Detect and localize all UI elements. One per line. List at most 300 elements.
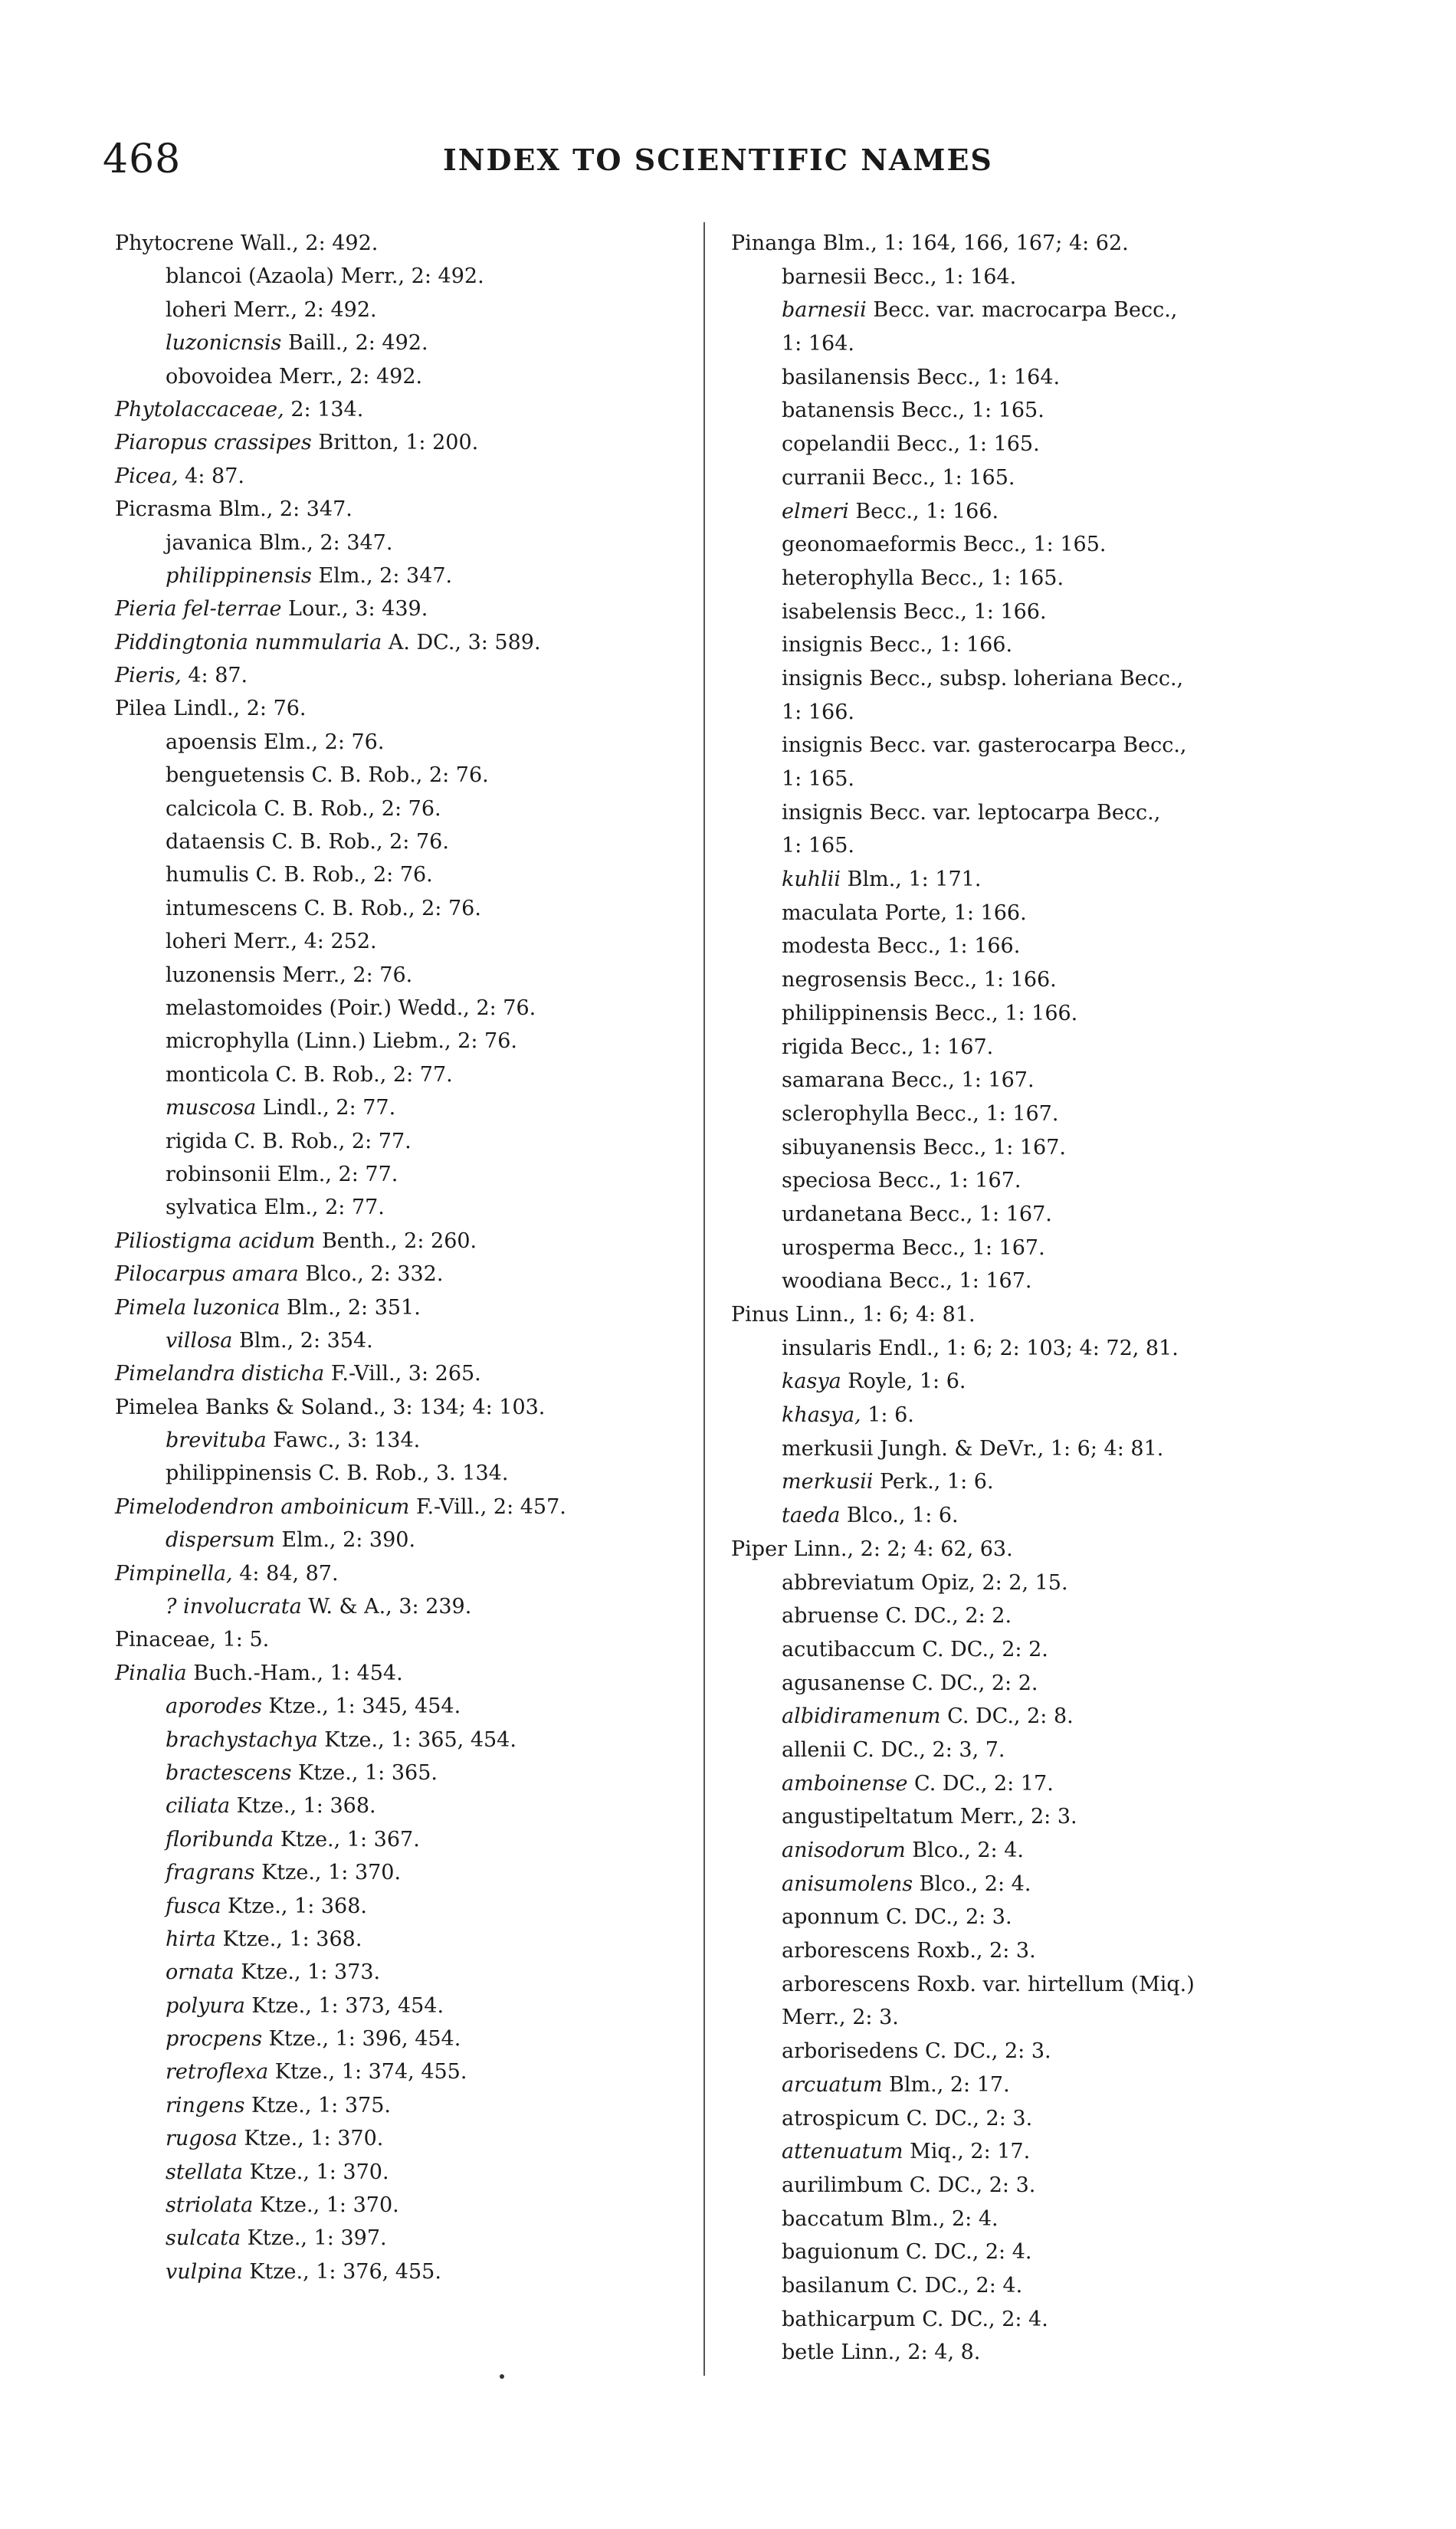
entry-name: sulcata	[166, 2226, 241, 2251]
entry-name: Pimelea	[115, 1395, 199, 1419]
index-species-entry	[731, 495, 1344, 529]
entry-reference: Roxb. var. hirtellum (Miq.)	[910, 1972, 1195, 1996]
entry-reference: Blm., 1: 164, 166, 167; 4: 62.	[816, 231, 1129, 255]
entry-reference: C. DC., 2: 2.	[915, 1637, 1048, 1661]
entry-name: angustipeltatum	[782, 1805, 954, 1829]
index-species-entry	[731, 897, 1344, 930]
entry-name: barnesii	[782, 298, 867, 323]
index-species-entry	[731, 1734, 1344, 1767]
index-species-entry	[115, 992, 682, 1025]
index-species-entry	[731, 1232, 1344, 1265]
index-species-entry	[731, 963, 1344, 997]
entry-name: speciosa	[782, 1169, 872, 1193]
entry-reference: C. B. Rob., 2: 76.	[257, 796, 441, 821]
index-species-entry	[731, 1667, 1344, 1701]
entry-name: ? involucrata	[166, 1595, 302, 1619]
entry-reference: C. B. Rob., 2: 76.	[304, 763, 489, 788]
page-header	[103, 136, 1022, 182]
entry-reference: Becc., 1: 167.	[916, 1135, 1066, 1160]
index-species-entry	[731, 2169, 1344, 2203]
index-species-entry	[731, 528, 1344, 562]
entry-reference: Becc. var. leptocarpa Becc.,	[862, 800, 1161, 825]
index-species-entry	[115, 726, 682, 759]
entry-reference: Ktze., 1: 367.	[274, 1827, 420, 1852]
entry-name: basilanensis	[782, 365, 910, 389]
index-species-entry	[731, 461, 1344, 495]
entry-reference: Becc., 1: 165.	[890, 432, 1040, 457]
index-species-entry	[731, 997, 1344, 1031]
index-species-entry	[115, 1823, 682, 1856]
entry-name: atrospicum	[782, 2106, 900, 2130]
entry-name: procpens	[166, 2027, 263, 2052]
entry-reference: Becc., 1: 166.	[927, 1001, 1078, 1025]
index-continuation-line	[731, 763, 1344, 796]
entry-name: vulpina	[166, 2259, 243, 2284]
entry-reference: Becc., 1: 167.	[882, 1269, 1032, 1294]
entry-reference: Ktze., 1: 373, 454.	[244, 1993, 444, 2018]
index-species-entry	[731, 294, 1344, 327]
entry-name: humulis	[166, 863, 249, 887]
entry-name: sclerophylla	[782, 1101, 910, 1126]
entry-reference: Ktze., 1: 368.	[230, 1794, 376, 1819]
entry-reference: Elm., 2: 76.	[257, 730, 385, 754]
entry-reference: 1: 164.	[782, 332, 854, 356]
entry-reference: Ktze., 1: 397.	[241, 2226, 387, 2251]
index-genus-entry	[115, 1291, 682, 1324]
index-species-entry	[115, 360, 682, 393]
entry-reference: Jungh. & DeVr., 1: 6; 4: 81.	[873, 1436, 1164, 1461]
index-species-entry	[731, 1465, 1344, 1499]
index-species-entry	[731, 1131, 1344, 1165]
entry-name: elmeri	[782, 499, 849, 523]
entry-name: arborescens	[782, 1972, 910, 1996]
entry-name: hirta	[166, 1927, 216, 1951]
entry-name: Pilea	[115, 697, 167, 721]
entry-reference: Ktze., 1: 373.	[234, 1960, 381, 1985]
entry-reference: Endl., 1: 6; 2: 103; 4: 72, 81.	[871, 1336, 1179, 1360]
entry-name: philippinensis	[166, 1461, 312, 1486]
entry-reference: Britton, 1: 200.	[311, 431, 479, 455]
index-species-entry	[115, 526, 682, 559]
entry-reference: C. B. Rob., 2: 77.	[268, 1062, 453, 1087]
page-dot-mark	[500, 2374, 504, 2379]
entry-name: betle	[782, 2340, 835, 2365]
index-species-entry	[731, 1264, 1344, 1298]
entry-name: floribunda	[166, 1827, 274, 1852]
index-species-entry	[731, 729, 1344, 763]
index-species-entry	[731, 930, 1344, 963]
entry-reference: Royle, 1: 6.	[841, 1369, 966, 1394]
index-genus-entry	[115, 1623, 682, 1656]
entry-reference: Becc., 1: 165.	[894, 399, 1044, 423]
entry-name: Pinus	[731, 1303, 789, 1327]
entry-name: Piliostigma acidum	[115, 1228, 316, 1253]
entry-reference: F.-Vill., 2: 457.	[409, 1494, 566, 1519]
entry-reference: Blm., 2: 351.	[280, 1295, 421, 1320]
entry-name: rugosa	[166, 2127, 238, 2151]
entry-reference: C. DC., 2: 4.	[890, 2273, 1023, 2298]
index-species-entry	[731, 1399, 1344, 1432]
entry-name: kasya	[782, 1369, 841, 1394]
entry-reference: Becc., 1: 166.	[870, 934, 1021, 959]
entry-name: blancoi	[166, 264, 242, 289]
index-species-entry	[115, 1724, 682, 1757]
index-species-entry	[115, 1757, 682, 1789]
entry-reference: Porte, 1: 166.	[877, 900, 1027, 925]
entry-name: amboinense	[782, 1771, 908, 1796]
entry-name: intumescens	[166, 896, 298, 920]
index-species-entry	[115, 1989, 682, 2022]
entry-reference: Miq., 2: 17.	[903, 2140, 1031, 2164]
entry-name: aporodes	[166, 1694, 262, 1719]
entry-name: loheri	[166, 930, 227, 954]
entry-reference: Linn., 2: 4, 8.	[834, 2340, 981, 2365]
entry-name: Pimpinella,	[115, 1561, 233, 1586]
entry-reference: C. B. Rob., 2: 76.	[297, 896, 481, 920]
entry-name: kuhlii	[782, 868, 841, 892]
index-species-entry	[731, 1901, 1344, 1934]
entry-name: stellata	[166, 2160, 243, 2184]
index-genus-entry	[115, 1657, 682, 1690]
entry-name: Phytocrene	[115, 231, 234, 255]
index-genus-entry	[115, 626, 682, 659]
index-species-entry	[115, 925, 682, 958]
index-species-entry	[115, 1590, 682, 1623]
entry-reference: Becc., 1: 165.	[913, 566, 1064, 590]
index-species-entry	[731, 1767, 1344, 1801]
index-species-entry	[731, 1365, 1344, 1399]
entry-reference: Merr., 4: 252.	[226, 930, 377, 954]
entry-reference: Merr., 2: 3.	[782, 2006, 899, 2030]
entry-reference: 1: 5.	[216, 1628, 270, 1652]
entry-reference: 1: 165.	[782, 834, 854, 858]
index-genus-entry	[115, 460, 682, 493]
entry-reference: Becc., 1: 166.	[897, 599, 1047, 624]
entry-reference: Merr., 2: 492.	[226, 297, 377, 322]
entry-reference: Blco., 2: 332.	[298, 1262, 444, 1287]
entry-name: Piaropus crassipes	[115, 431, 312, 455]
entry-name: abbreviatum	[782, 1570, 915, 1595]
entry-reference: 1: 165.	[782, 767, 854, 791]
entry-reference: C. DC., 2: 17.	[907, 1771, 1054, 1796]
index-species-entry	[731, 2336, 1344, 2370]
entry-reference: Blm., 2: 4.	[884, 2206, 999, 2231]
index-species-entry	[731, 562, 1344, 595]
entry-reference: Becc., 1: 166.	[848, 499, 999, 523]
index-genus-entry	[115, 659, 682, 692]
entry-reference: Becc., 1: 167.	[895, 1235, 1045, 1260]
entry-reference: C. B. Rob., 2: 77.	[227, 1129, 412, 1153]
entry-name: negrosensis	[782, 968, 907, 992]
index-species-entry	[731, 1934, 1344, 1968]
entry-reference: Merr., 2: 492.	[272, 364, 423, 389]
entry-name: insignis	[782, 800, 863, 825]
index-genus-entry	[731, 1533, 1344, 1566]
index-species-entry	[115, 2156, 682, 2189]
entry-reference: C. B. Rob., 2: 76.	[248, 863, 433, 887]
index-genus-entry	[115, 692, 682, 725]
index-continuation-line	[731, 829, 1344, 863]
index-species-entry	[115, 1690, 682, 1723]
entry-reference: C. DC., 2: 2.	[905, 1671, 1038, 1695]
index-species-entry	[731, 1432, 1344, 1466]
entry-reference: Opiz, 2: 2, 15.	[914, 1570, 1068, 1595]
entry-name: dispersum	[166, 1528, 275, 1553]
entry-reference: Linn., 1: 6; 4: 81.	[789, 1303, 976, 1327]
index-species-entry	[731, 1097, 1344, 1131]
index-species-entry	[731, 1800, 1344, 1834]
entry-name: batanensis	[782, 399, 895, 423]
entry-reference: Becc., 1: 167.	[902, 1202, 1052, 1226]
entry-reference: Perk., 1: 6.	[873, 1470, 994, 1494]
index-species-entry	[731, 2235, 1344, 2269]
page-number: 468	[103, 136, 182, 182]
entry-name: ringens	[166, 2093, 245, 2117]
entry-reference: Ktze., 1: 368.	[215, 1927, 362, 1951]
entry-name: heterophylla	[782, 566, 914, 590]
index-continuation-line	[731, 2001, 1344, 2035]
entry-reference: Becc., subsp. loheriana Becc.,	[862, 666, 1184, 690]
entry-name: ornata	[166, 1960, 234, 1985]
entry-name: bathicarpum	[782, 2307, 916, 2331]
entry-reference: Ktze., 1: 376, 455.	[242, 2259, 441, 2284]
index-species-entry	[115, 1158, 682, 1191]
index-continuation-line	[731, 696, 1344, 730]
entry-name: basilanum	[782, 2273, 890, 2298]
index-species-entry	[115, 2089, 682, 2122]
index-species-entry	[731, 1499, 1344, 1533]
index-species-entry	[115, 559, 682, 592]
entry-name: copelandii	[782, 432, 890, 457]
entry-name: Piper	[731, 1537, 787, 1561]
index-species-entry	[731, 1633, 1344, 1667]
entry-name: sylvatica	[166, 1196, 257, 1220]
index-column-left	[115, 227, 682, 2288]
entry-name: brachystachya	[166, 1727, 318, 1752]
entry-reference: Ktze., 1: 375.	[244, 2093, 391, 2117]
entry-name: obovoidea	[166, 364, 273, 389]
entry-reference: C. DC., 2: 3, 7.	[846, 1737, 1005, 1762]
entry-name: Pinanga	[731, 231, 817, 255]
index-species-entry	[731, 1566, 1344, 1600]
index-species-entry	[115, 1424, 682, 1457]
entry-name: modesta	[782, 934, 871, 959]
entry-reference: Ktze., 1: 374, 455.	[268, 2060, 467, 2085]
index-species-entry	[115, 759, 682, 792]
index-species-entry	[115, 858, 682, 891]
entry-name: woodiana	[782, 1269, 883, 1294]
entry-name: rigida	[782, 1035, 844, 1059]
entry-reference: Blm., 2: 17.	[882, 2072, 1010, 2097]
entry-reference: Becc. var. gasterocarpa Becc.,	[862, 733, 1187, 758]
index-species-entry	[115, 2255, 682, 2288]
index-species-entry	[115, 825, 682, 858]
index-genus-entry	[115, 1491, 682, 1524]
entry-reference: 4: 87.	[181, 664, 248, 688]
index-species-entry	[115, 1324, 682, 1357]
entry-name: anisumolens	[782, 1871, 913, 1896]
entry-reference: 4: 87.	[178, 464, 244, 488]
index-species-entry	[731, 428, 1344, 461]
entry-name: maculata	[782, 900, 878, 925]
entry-reference: Elm., 2: 347.	[311, 563, 453, 588]
entry-reference: 1: 166.	[782, 700, 854, 724]
entry-name: monticola	[166, 1062, 269, 1087]
entry-reference: Becc., 1: 165.	[956, 533, 1107, 557]
entry-name: philippinensis	[166, 563, 312, 588]
entry-name: striolata	[166, 2193, 254, 2218]
entry-name: apoensis	[166, 730, 257, 754]
index-species-entry	[731, 1198, 1344, 1232]
entry-name: allenii	[782, 1737, 847, 1762]
entry-name: Piddingtonia nummularia	[115, 630, 382, 654]
entry-reference: Becc., 1: 164.	[910, 365, 1061, 389]
entry-reference: F.-Vill., 3: 265.	[324, 1362, 481, 1386]
entry-name: polyura	[166, 1993, 245, 2018]
index-species-entry	[115, 1091, 682, 1124]
entry-name: Pimelodendron amboinicum	[115, 1494, 410, 1519]
index-species-entry	[115, 294, 682, 326]
entry-name: barnesii	[782, 264, 867, 289]
entry-reference: C. DC., 2: 3.	[918, 2039, 1051, 2064]
entry-reference: Blco., 2: 4.	[913, 1871, 1031, 1896]
entry-name: Pimela luzonica	[115, 1295, 280, 1320]
entry-reference: Merr., 2: 3.	[953, 1805, 1077, 1829]
index-species-entry	[115, 2122, 682, 2155]
entry-name: Picea,	[115, 464, 179, 488]
entry-reference: Ktze., 1: 370.	[253, 2193, 399, 2218]
entry-name: geonomaeformis	[782, 533, 957, 557]
entry-reference: 2: 134.	[284, 397, 364, 422]
entry-reference: Becc., 1: 165.	[865, 465, 1015, 490]
entry-reference: C. DC., 2: 3.	[903, 2173, 1036, 2197]
entry-reference: Lindl., 2: 77.	[256, 1096, 396, 1120]
index-species-entry	[115, 959, 682, 992]
entry-name: Pimelandra disticha	[115, 1362, 325, 1386]
entry-reference: Elm., 2: 390.	[274, 1528, 416, 1553]
entry-name: insularis	[782, 1336, 872, 1360]
entry-name: urosperma	[782, 1235, 896, 1260]
entry-name: luzonensis	[166, 963, 276, 987]
entry-reference: Ktze., 1: 345, 454.	[261, 1694, 461, 1719]
entry-name: arcuatum	[782, 2072, 883, 2097]
entry-name: Pieris,	[115, 664, 182, 688]
entry-reference: (Linn.) Liebm., 2: 76.	[289, 1029, 517, 1054]
entry-reference: Elm., 2: 77.	[271, 1162, 398, 1186]
index-species-entry	[731, 1599, 1344, 1633]
index-species-entry	[731, 1968, 1344, 2002]
entry-reference: Baill., 2: 492.	[281, 331, 428, 356]
entry-reference: Ktze., 1: 396, 454.	[262, 2027, 461, 2052]
entry-reference: A. DC., 3: 589.	[382, 630, 541, 654]
index-genus-entry	[115, 1391, 682, 1424]
entry-name: fragrans	[166, 1861, 255, 1885]
index-species-entry	[115, 2022, 682, 2055]
entry-reference: Blco., 1: 6.	[840, 1504, 959, 1528]
index-species-entry	[731, 2203, 1344, 2236]
index-species-entry	[731, 261, 1344, 294]
entry-reference: Lour., 3: 439.	[281, 597, 428, 622]
entry-reference: W. & A., 3: 239.	[301, 1595, 472, 1619]
entry-name: albidiramenum	[782, 1704, 941, 1729]
entry-name: merkusii	[782, 1470, 874, 1494]
index-genus-entry	[115, 393, 682, 426]
index-species-entry	[115, 1524, 682, 1556]
entry-reference: Becc., 1: 167.	[843, 1035, 994, 1059]
entry-name: sibuyanensis	[782, 1135, 917, 1160]
entry-name: abruense	[782, 1604, 879, 1629]
index-species-entry	[115, 1923, 682, 1956]
entry-reference: 1: 6.	[861, 1403, 914, 1428]
entry-reference: Buch.-Ham., 1: 454.	[186, 1661, 403, 1685]
entry-name: muscosa	[166, 1096, 257, 1120]
entry-name: ciliata	[166, 1794, 231, 1819]
index-species-entry	[115, 2055, 682, 2088]
entry-name: melastomoides	[166, 996, 323, 1020]
index-species-entry	[731, 628, 1344, 662]
entry-reference: Blco., 2: 4.	[905, 1839, 1024, 1862]
entry-reference: Blm., 1: 171.	[841, 868, 982, 892]
entry-name: aponnum	[782, 1905, 880, 1930]
index-species-entry	[115, 1025, 682, 1058]
index-species-entry	[731, 394, 1344, 428]
entry-reference: (Poir.) Wedd., 2: 76.	[322, 996, 536, 1020]
index-genus-entry	[115, 493, 682, 526]
index-genus-entry	[115, 592, 682, 625]
index-species-entry	[115, 1125, 682, 1158]
entry-reference: Becc., 1: 167.	[871, 1169, 1021, 1193]
entry-reference: Benth., 2: 260.	[315, 1228, 477, 1253]
entry-name: curranii	[782, 465, 866, 490]
index-species-entry	[731, 1164, 1344, 1198]
entry-name: insignis	[782, 666, 863, 690]
entry-reference: Becc., 1: 166.	[907, 968, 1057, 992]
entry-name: attenuatum	[782, 2140, 903, 2164]
index-species-entry	[115, 1058, 682, 1091]
index-species-entry	[115, 1457, 682, 1490]
entry-name: khasya,	[782, 1403, 861, 1428]
index-species-entry	[115, 326, 682, 359]
entry-name: benguetensis	[166, 763, 305, 788]
entry-name: villosa	[166, 1328, 233, 1353]
entry-reference: Becc. var. macrocarpa Becc.,	[866, 298, 1178, 323]
entry-reference: Wall., 2: 492.	[234, 231, 379, 255]
entry-reference: Becc., 1: 167.	[909, 1101, 1059, 1126]
entry-name: Pinalia	[115, 1661, 187, 1685]
entry-name: agusanense	[782, 1671, 906, 1695]
entry-name: aurilimbum	[782, 2173, 903, 2197]
index-genus-entry	[115, 1557, 682, 1590]
index-species-entry	[731, 361, 1344, 395]
running-head: INDEX TO SCIENTIFIC NAMES	[443, 143, 993, 177]
index-species-entry	[731, 796, 1344, 830]
entry-reference: Ktze., 1: 370.	[237, 2127, 384, 2151]
index-continuation-line	[731, 327, 1344, 361]
entry-reference: Ktze., 1: 368.	[221, 1894, 367, 1918]
entry-reference: Roxb., 2: 3.	[910, 1939, 1036, 1963]
entry-name: anisodorum	[782, 1839, 906, 1862]
index-genus-entry	[115, 1258, 682, 1291]
entry-name: calcicola	[166, 796, 257, 821]
index-genus-entry	[115, 426, 682, 459]
entry-name: baccatum	[782, 2206, 884, 2231]
index-species-entry	[731, 1332, 1344, 1366]
entry-name: taeda	[782, 1504, 841, 1528]
entry-reference: C. DC., 2: 3.	[900, 2106, 1033, 2130]
entry-name: insignis	[782, 733, 863, 758]
entry-name: microphylla	[166, 1029, 290, 1054]
index-species-entry	[115, 1856, 682, 1889]
